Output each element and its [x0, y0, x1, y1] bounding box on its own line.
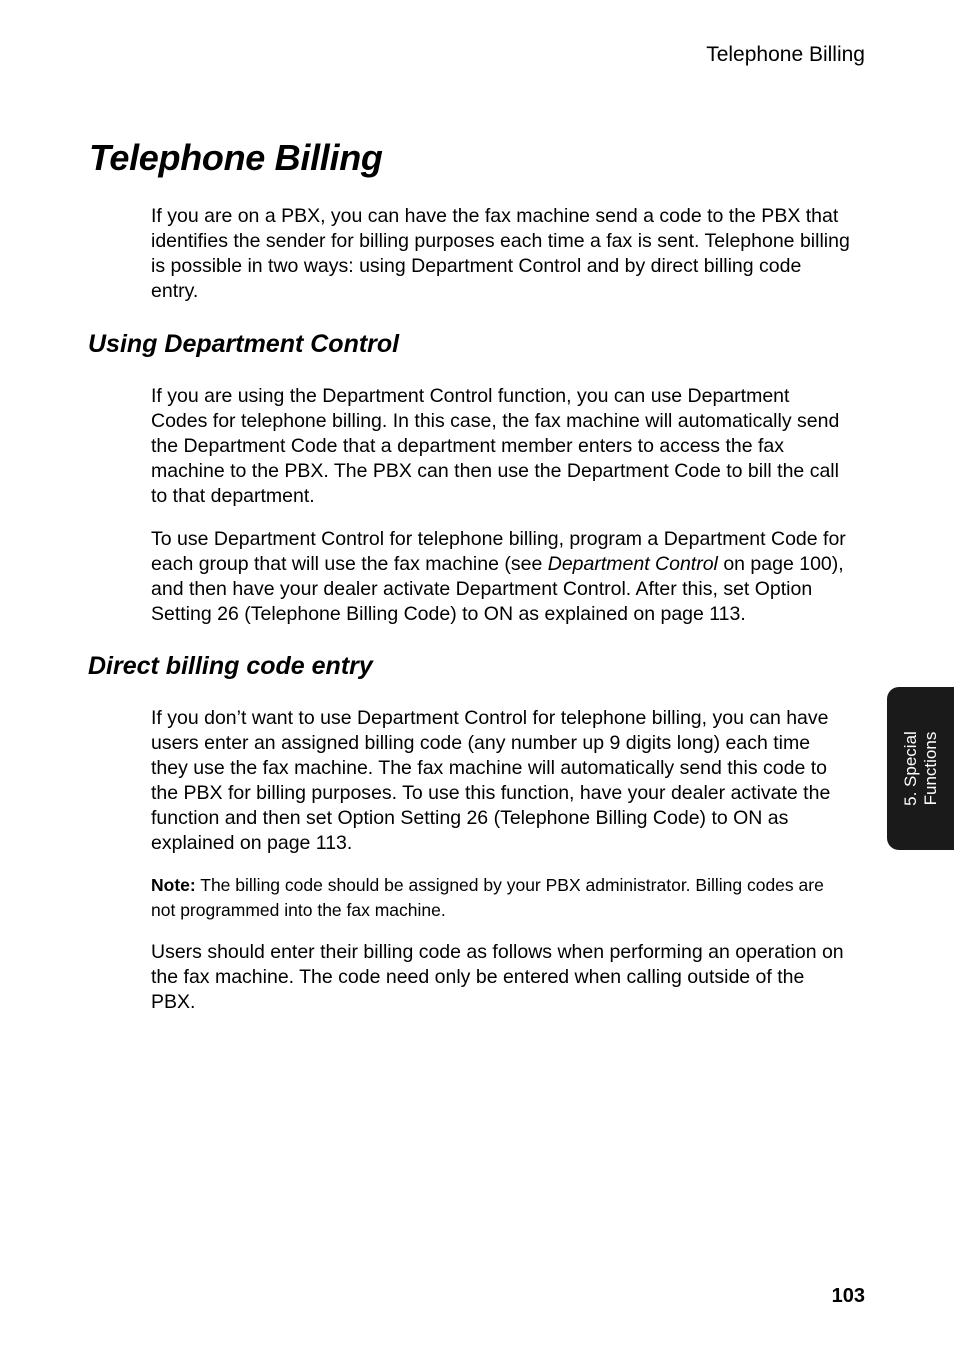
note: [151, 873, 851, 923]
chapter-tab-line-1: 5. Special: [900, 731, 920, 806]
chapter-tab-label: [887, 687, 954, 850]
section-heading-department-control: Using Department Control: [88, 330, 400, 358]
direct-billing-paragraph-1: If you don’t want to use Department Control for telephone billing, you can have users enter an assigned billing code (any number up 9 digits long) each time they use the fax machine. The fax machine will automatically send this code to the PBX for billing purposes. To use this function, have your dealer activate the function and then set Option Setting 26 (Telephone Billing Code) to ON as explained on page 113.: [151, 707, 831, 854]
intro-paragraph: If you are on a PBX, you can have the fax machine send a code to the PBX that identifies the sender for billing purposes each time a fax is sent. Telephone billing is possible in two ways: using Department Control and by direct billing code entry.: [151, 205, 850, 302]
page-title: Telephone Billing: [89, 137, 383, 178]
note-label: Note:: [151, 875, 196, 895]
direct-billing-paragraph-2: Users should enter their billing code as follows when performing an operation on the fax machine. The code need only be entered when calling outside of the PBX.: [151, 941, 844, 1013]
chapter-tab: [887, 687, 954, 850]
running-header: Telephone Billing: [706, 43, 865, 66]
note-text: The billing code should be assigned by your PBX administrator. Billing codes are not programmed into the fax machine.: [151, 875, 824, 920]
department-control-paragraph-1: If you are using the Department Control function, you can use Department Codes for telephone billing. In this case, the fax machine will automatically send the Department Code that a department member enters to access the fax machine to the PBX. The PBX can then use the Department Code to bill the call to that department.: [151, 385, 840, 507]
page-number: 103: [831, 1285, 865, 1307]
section-heading-direct-billing: Direct billing code entry: [88, 652, 373, 680]
department-control-paragraph-2: [151, 527, 851, 627]
paragraph-text: To use Department Control for telephone billing, program a Department Code for each group that will use the fax machine (see: [151, 528, 846, 575]
paragraph-text: on page 100), and then have your dealer activate Department Control. After this, set Option Setting 26 (Telephone Billing Code) to ON as explained on page 113.: [151, 553, 844, 625]
cross-reference: Department Control: [547, 553, 718, 575]
chapter-tab-line-2: Functions: [920, 731, 940, 806]
